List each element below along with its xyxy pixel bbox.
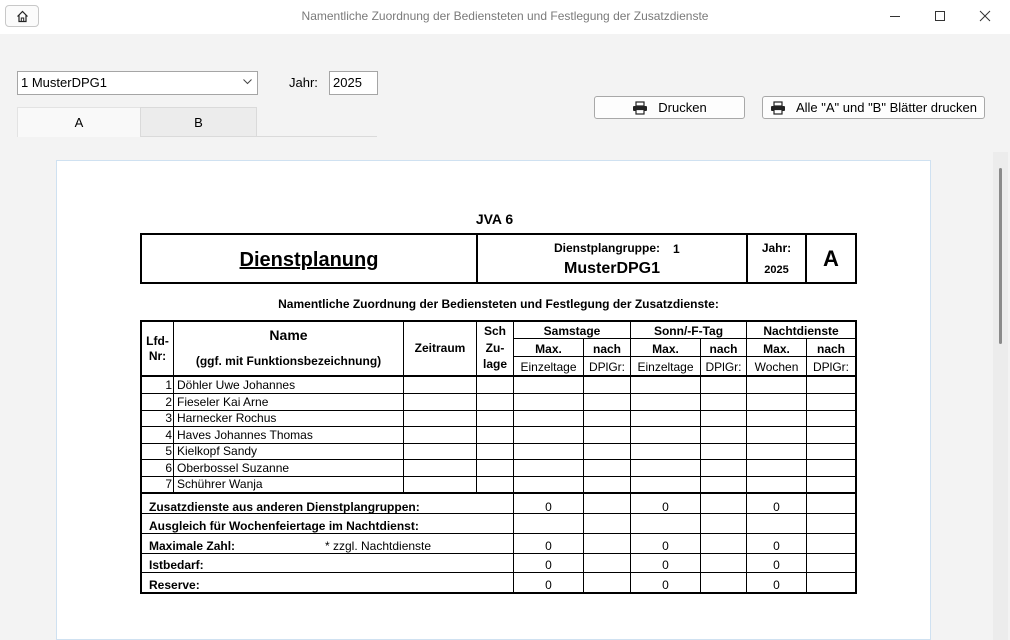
employee-name: Kielkopf Sandy — [177, 444, 258, 458]
summary-nacht: 0 — [773, 558, 780, 572]
header-sonn-max: Max. — [652, 342, 679, 356]
report-subtitle: Namentliche Zuordnung der Bediensteten und Festlegung der Zusatzdienste: — [278, 297, 719, 311]
group-name: MusterDPG1 — [563, 260, 661, 277]
org-name: JVA 6 — [475, 211, 514, 227]
group-select-value: 1 MusterDPG1 — [21, 75, 107, 90]
group-select[interactable] — [17, 71, 258, 95]
header-sam-einzeltage: Einzeltage — [520, 360, 577, 374]
header-name: Name — [269, 327, 308, 343]
header-nacht-max: Max. — [763, 342, 790, 356]
summary-sonn: 0 — [662, 578, 669, 592]
header-nacht-nach: nach — [816, 342, 845, 356]
header-nacht-wochen: Wochen — [754, 360, 799, 374]
header-nacht: Nachtdienste — [763, 324, 839, 338]
employee-nr: 2 — [165, 395, 172, 409]
minimize-icon — [889, 10, 901, 22]
tab-divider — [257, 136, 377, 137]
group-label: Dienstplangruppe: — [554, 241, 661, 255]
summary-label: Maximale Zahl: — [149, 539, 236, 553]
header-nacht-dplgr: DPlGr: — [813, 360, 849, 374]
header-samstage: Samstage — [543, 324, 601, 338]
header-sonn-nach: nach — [709, 342, 738, 356]
summary-sam: 0 — [545, 558, 552, 572]
report-preview — [56, 160, 931, 640]
summary-label: Reserve: — [149, 578, 200, 592]
minimize-button[interactable] — [880, 6, 910, 26]
employee-nr: 3 — [165, 411, 172, 425]
summary-nacht: 0 — [773, 539, 780, 553]
report-year: 2025 — [764, 264, 789, 276]
summary-sam: 0 — [545, 578, 552, 592]
employee-name: Schührer Wanja — [177, 477, 263, 491]
chevron-down-icon — [243, 79, 252, 85]
employee-name: Döhler Uwe Johannes — [177, 378, 296, 392]
tab-b[interactable]: B — [140, 107, 257, 137]
header-sonn-dplgr: DPlGr: — [705, 360, 742, 374]
tab-a[interactable]: A — [17, 107, 141, 137]
year-input[interactable]: 2025 — [329, 71, 378, 95]
header-lfd-bottom: Nr: — [148, 349, 167, 363]
print-all-button[interactable] — [762, 96, 985, 119]
summary-nacht: 0 — [773, 578, 780, 592]
employee-nr: 6 — [165, 461, 172, 475]
employee-name: Fieseler Kai Arne — [177, 395, 269, 409]
summary-sonn: 0 — [662, 539, 669, 553]
print-button-label: Drucken — [658, 100, 707, 115]
employee-name: Oberbossel Suzanne — [177, 461, 290, 475]
employee-nr: 7 — [165, 477, 172, 491]
header-sch-1: Sch — [483, 324, 506, 338]
close-button[interactable] — [970, 6, 1000, 26]
header-sonn-einzeltage: Einzeltage — [637, 360, 694, 374]
report-heading: Dienstplanung — [239, 249, 379, 271]
group-number: 1 — [673, 242, 680, 256]
window-title: Namentliche Zuordnung der Bediensteten und Festlegung der Zusatzdienste — [301, 9, 709, 23]
header-zeitraum: Zeitraum — [414, 341, 466, 355]
summary-sam: 0 — [545, 539, 552, 553]
header-sonn: Sonn/-F-Tag — [653, 324, 724, 338]
employee-name: Haves Johannes Thomas — [177, 428, 313, 442]
maximize-icon — [934, 10, 946, 22]
summary-label: Istbedarf: — [149, 558, 204, 572]
summary-sonn: 0 — [662, 500, 669, 514]
printer-icon — [770, 101, 786, 115]
employee-nr: 1 — [165, 378, 172, 392]
scrollbar-thumb[interactable] — [999, 168, 1002, 344]
employee-name: Harnecker Rochus — [177, 411, 277, 425]
print-button[interactable] — [594, 96, 745, 119]
maximize-button[interactable] — [925, 6, 955, 26]
close-icon — [979, 10, 991, 22]
header-sch-3: lage — [482, 357, 507, 371]
header-sam-dplgr: DPlGr: — [589, 360, 625, 374]
print-all-button-label: Alle "A" und "B" Blätter drucken — [795, 100, 978, 115]
summary-label: Zusatzdienste aus anderen Dienstplangruppen: — [149, 500, 420, 514]
header-lfd-top: Lfd- — [146, 334, 169, 348]
year-label: Jahr: — [289, 75, 318, 90]
summary-nacht: 0 — [773, 500, 780, 514]
header-sam-max: Max. — [535, 342, 562, 356]
summary-sonn: 0 — [662, 558, 669, 572]
summary-label: Ausgleich für Wochenfeiertage im Nachtdienst: — [149, 519, 419, 533]
printer-icon — [632, 101, 648, 115]
employee-nr: 5 — [165, 444, 172, 458]
employee-nr: 4 — [165, 428, 172, 442]
header-sch-2: Zu- — [485, 341, 505, 355]
header-sam-nach: nach — [592, 342, 621, 356]
summary-sam: 0 — [545, 500, 552, 514]
summary-note: * zzgl. Nachtdienste — [325, 539, 432, 553]
header-name-sub: (ggf. mit Funktionsbezeichnung) — [195, 354, 382, 368]
sheet-letter: A — [823, 246, 839, 271]
report-year-label: Jahr: — [761, 241, 792, 255]
